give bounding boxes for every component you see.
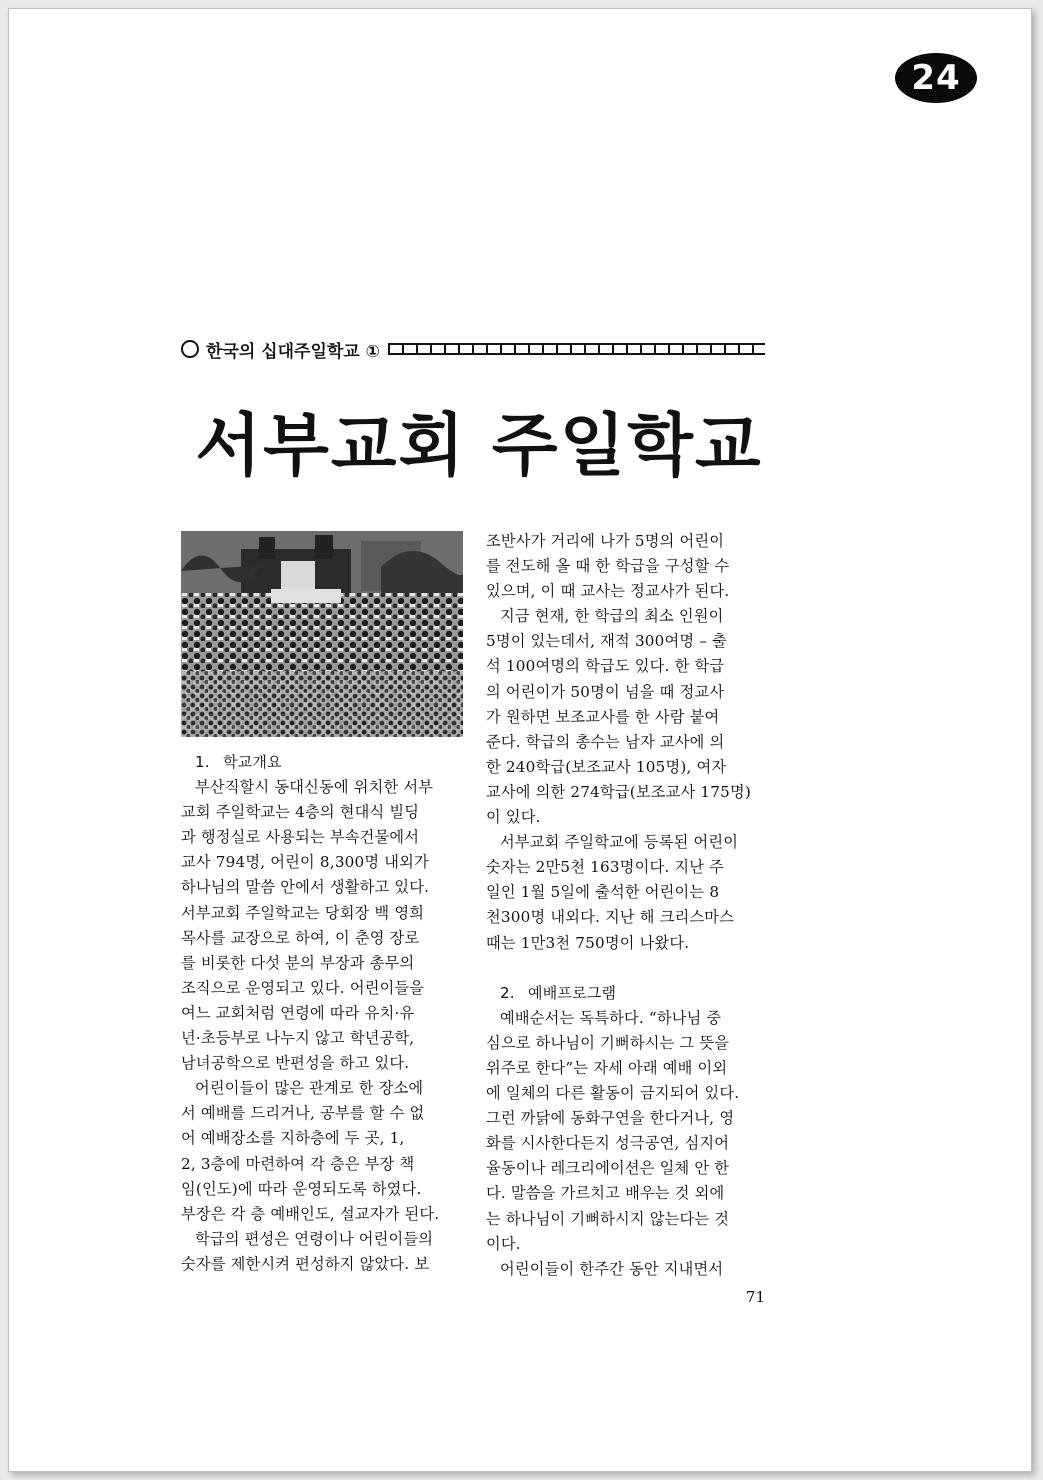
text-line: 심으로 하나님이 기뻐하시는 그 뜻을 (486, 1033, 730, 1052)
text-line: 부장은 각 층 예배인도, 설교자가 된다. (181, 1204, 440, 1223)
text-line: 조반사가 거리에 나가 5명의 어린이 (486, 532, 725, 550)
text-line: 임(인도)에 따라 운영되도록 하였다. (181, 1179, 422, 1198)
text-line: 일인 1월 5일에 출석한 어린이는 8 (486, 883, 720, 902)
section-number: 2. (500, 983, 515, 1002)
text-line: 어 예배장소를 지하층에 두 곳, 1, (181, 1129, 405, 1148)
chain-divider (388, 343, 765, 355)
text-line: 교회 주일학교는 4층의 현대식 빌딩 (181, 803, 420, 822)
text-line: 년·초등부로 나누지 않고 학년공학, (181, 1029, 415, 1048)
page-number: 71 (745, 1288, 765, 1306)
page-badge: 24 (895, 53, 977, 103)
document-page (8, 8, 1032, 1472)
text-line: 다. 말씀을 가르치고 배우는 것 외에 (486, 1184, 725, 1203)
text-line: 지금 현재, 한 학급의 최소 인원이 (500, 607, 724, 626)
text-line: 있으며, 이 때 교사는 정교사가 된다. (486, 582, 730, 601)
text-line: 예배순서는 독특하다. “하나님 중 (500, 1008, 722, 1027)
text-line: 천300명 내외다. 지난 해 크리스마스 (486, 908, 735, 927)
text-line: 위주로 한다”는 자세 아래 예배 이외 (486, 1058, 728, 1077)
section-title: 예배프로그램 (528, 983, 617, 1002)
text-line: 목사를 교장으로 하여, 이 춘영 장로 (181, 928, 420, 947)
series-label: 한국의 십대주일학교 ① (206, 341, 381, 362)
text-line: 한 240학급(보조교사 105명), 여자 (486, 757, 727, 776)
text-line: 조직으로 운영되고 있다. 어린이들을 (181, 978, 425, 997)
text-line: 서부교회 주일학교는 당회장 백 영희 (181, 903, 425, 922)
text-line: 과 행정실로 사용되는 부속건물에서 (181, 828, 420, 847)
text-line: 는 하나님이 기뻐하시지 않는다는 것 (486, 1209, 730, 1228)
text-line: 의 어린이가 50명이 넘을 때 정교사 (486, 682, 725, 701)
section-title: 학교개요 (223, 753, 282, 771)
text-line: 이 있다. (486, 808, 541, 827)
section-gap (486, 956, 766, 981)
circle-icon (181, 340, 199, 358)
text-line: 그런 까닭에 동화구연을 한다거나, 영 (486, 1109, 735, 1128)
text-line: 에 일체의 다른 활동이 금지되어 있다. (486, 1084, 740, 1103)
series-header (181, 335, 765, 363)
text-line: 교사 794명, 어린이 8,300명 내외가 (181, 853, 429, 872)
right-column (486, 529, 766, 1282)
section-heading (181, 750, 465, 775)
text-line: 5명이 있는데서, 재적 300여명 – 출 (486, 632, 727, 651)
text-line: 서 예배를 드리거나, 공부를 할 수 없 (181, 1104, 425, 1123)
text-line: 하나님의 말씀 안에서 생활하고 있다. (181, 878, 430, 897)
text-line: 숫자를 제한시켜 편성하지 않았다. 보 (181, 1254, 430, 1273)
article-photo (181, 531, 463, 737)
text-line: 학급의 편성은 연령이나 어린이들의 (195, 1229, 434, 1248)
text-line: 부산직할시 동대신동에 위치한 서부 (195, 778, 434, 797)
text-line: 를 전도해 올 때 한 학급을 구성할 수 (486, 557, 730, 576)
section-heading (486, 981, 766, 1006)
text-line: 이다. (486, 1234, 521, 1253)
text-line: 교사에 의한 274학급(보조교사 175명) (486, 782, 751, 801)
text-line: 남녀공학으로 반편성을 하고 있다. (181, 1054, 410, 1073)
text-line: 어린이들이 많은 관계로 한 장소에 (195, 1079, 424, 1098)
text-line: 2, 3층에 마련하여 각 층은 부장 책 (181, 1154, 415, 1173)
left-column (181, 750, 465, 1277)
article-headline: 서부교회 주일학교 (195, 406, 763, 486)
text-line: 화를 시사한다든지 성극공연, 심지어 (486, 1134, 730, 1153)
text-line: 준다. 학급의 총수는 남자 교사에 의 (486, 732, 725, 751)
photo-crowd-children-in-worship-hall-icon (181, 531, 463, 737)
text-line: 를 비롯한 다섯 분의 부장과 총무의 (181, 953, 415, 972)
text-line: 때는 1만3천 750명이 나왔다. (486, 933, 690, 952)
section-number: 1. (195, 753, 210, 771)
text-line: 율동이나 레크리에이션은 일체 안 한 (486, 1159, 730, 1178)
text-line: 석 100여명의 학급도 있다. 한 학급 (486, 657, 725, 676)
text-line: 어린이들이 한주간 동안 지내면서 (500, 1259, 724, 1278)
text-line: 가 원하면 보조교사를 한 사람 붙여 (486, 707, 720, 726)
text-line: 여느 교회처럼 연령에 따라 유치·유 (181, 1003, 415, 1022)
text-line: 서부교회 주일학교에 등록된 어린이 (500, 833, 739, 852)
text-line: 숫자는 2만5천 163명이다. 지난 주 (486, 858, 725, 877)
